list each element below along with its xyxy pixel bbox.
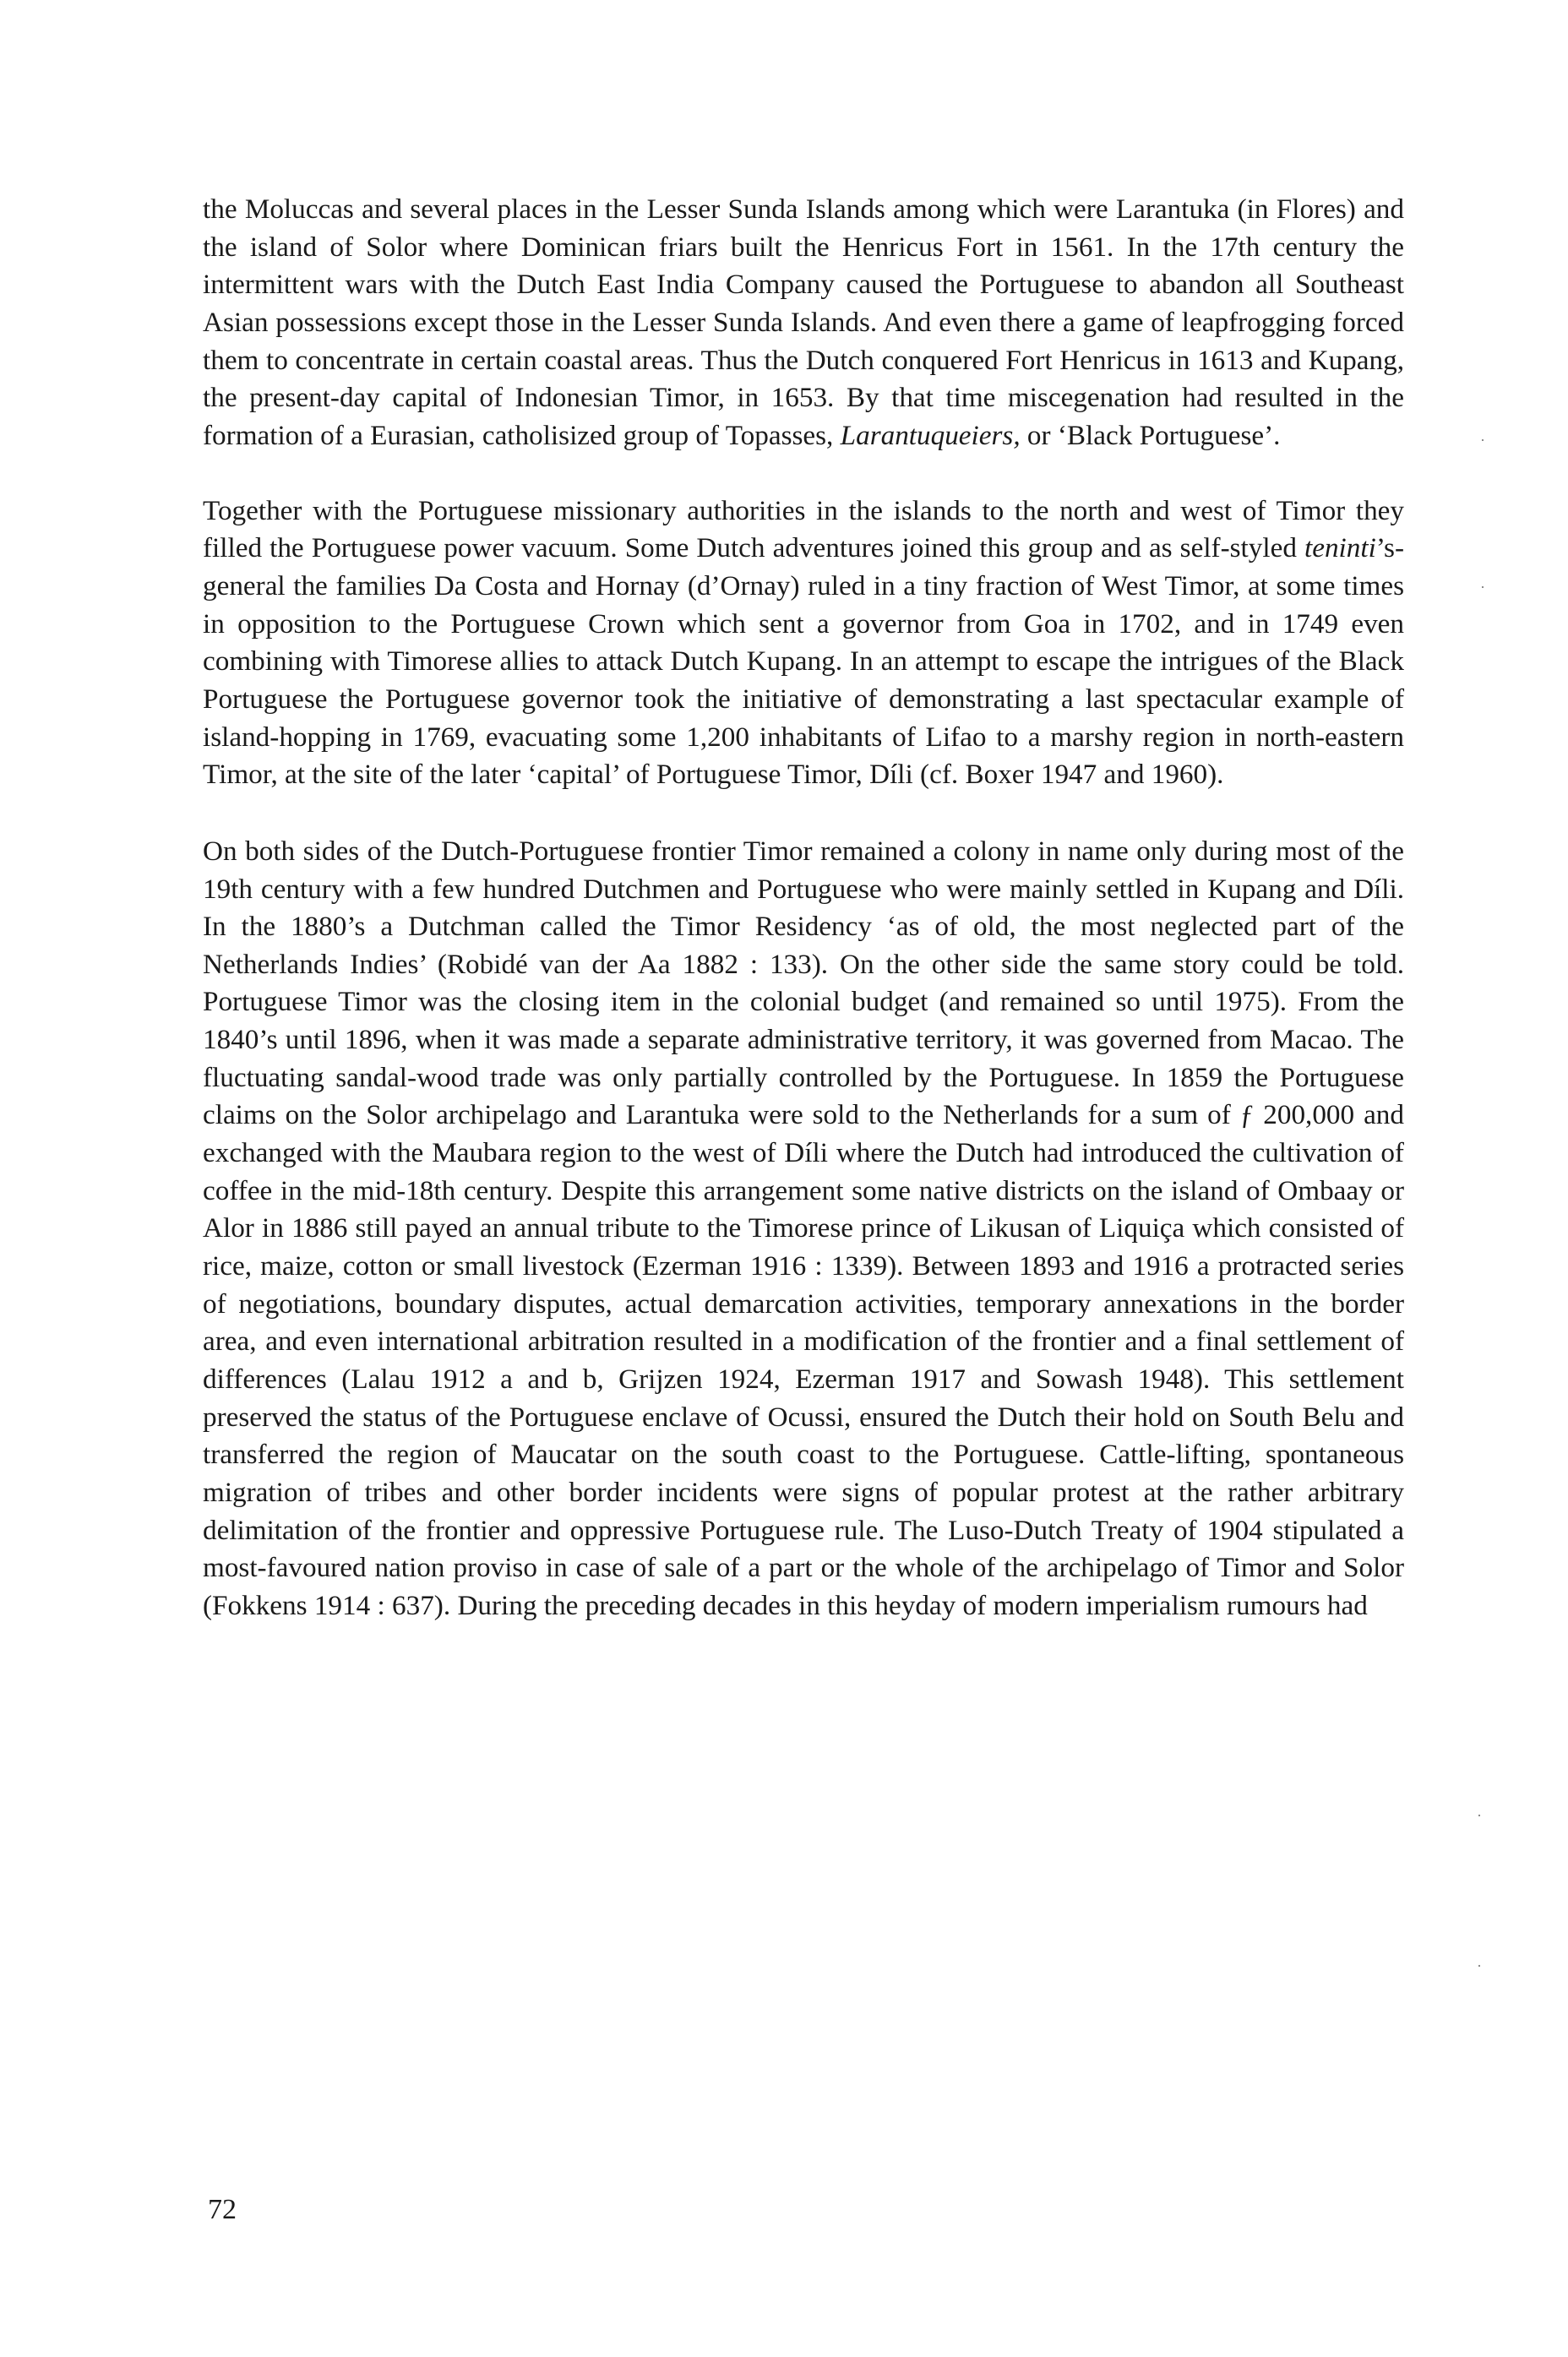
paragraph-3: [203, 833, 1404, 1625]
margin-speck: ·: [1480, 579, 1485, 596]
italic-text: teninti: [1304, 532, 1376, 564]
paragraph-text: ’s-general the families Da Costa and Hornay (d’Ornay) ruled in a tiny fraction of West Timor, at some times in opposition to the Portuguese Crown which sent a governor from Goa in 1702, and in 1749 even combining with Timorese allies to attack Dutch Kupang. In an attempt to escape the intrigues of the Black Portuguese the Portuguese governor took the initiative of demonstrating a last spectacular example of island-hopping in 1769, evacuating some 1,200 inhabitants of Lifao to a marshy region in north-eastern Timor, at the site of the later ‘capital’ of Portuguese Timor, Díli (cf. Boxer 1947 and 1960).: [203, 532, 1404, 791]
paragraph-2: [203, 493, 1404, 794]
italic-text: Larantuqueiers,: [840, 419, 1021, 451]
margin-speck: ·: [1477, 1957, 1482, 1974]
paragraph-text: or ‘Black Portuguese’.: [1020, 419, 1281, 451]
paragraph-text: Together with the Portuguese missionary authorities in the islands to the north and west of Timor they filled the Portuguese power vacuum. Some Dutch adventures joined this group and as self-styled: [203, 494, 1404, 564]
margin-speck: ·: [1480, 432, 1485, 449]
paragraph-text: the Moluccas and several places in the Lesser Sunda Islands among which were Larantuka (in Flores) and the island of Solor where Dominican friars built the Henricus Fort in 1561. In the 17th century the intermittent wars with the Dutch East India Company caused the Portuguese to abandon all Southeast Asian possessions except those in the Lesser Sunda Islands. And even there a game of leapfrogging forced them to concentrate in certain coastal areas. Thus the Dutch conquered Fort Henricus in 1613 and Kupang, the present-day capital of Indonesian Timor, in 1653. By that time miscegenation had resulted in the formation of a Eurasian, catholisized group of Topasses,: [203, 193, 1404, 451]
margin-speck: ·: [1477, 1807, 1482, 1824]
page-body: [203, 191, 1404, 1625]
page-number: 72: [208, 2194, 237, 2225]
paragraph-1: [203, 191, 1404, 455]
paragraph-text: On both sides of the Dutch-Portuguese frontier Timor remained a colony in name only during most of the 19th century with a few hundred Dutchmen and Portuguese who were mainly settled in Kupang and Díli. In the 1880’s a Dutchman called the Timor Residency ‘as of old, the most neglected part of the Netherlands Indies’ (Robidé van der Aa 1882 : 133). On the other side the same story could be told. Portuguese Timor was the closing item in the colonial budget (and remained so until 1975). From the 1840’s until 1896, when it was made a separate administrative territory, it was governed from Macao. The fluctuating sandal-wood trade was only partially controlled by the Portuguese. In 1859 the Portuguese claims on the Solor archipelago and Larantuka were sold to the Netherlands for a sum of ƒ 200,000 and exchanged with the Maubara region to the west of Díli where the Dutch had introduced the cultivation of coffee in the mid-18th century. Despite this arrangement some native districts on the island of Ombaay or Alor in 1886 still payed an annual tribute to the Timorese prince of Likusan of Liquiça which consisted of rice, maize, cotton or small livestock (Ezerman 1916 : 1339). Between 1893 and 1916 a protracted series of negotiations, boundary disputes, actual demarcation activities, temporary annexations in the border area, and even international arbitration resulted in a modification of the frontier and a final settlement of differences (Lalau 1912 a and b, Grijzen 1924, Ezerman 1917 and Sowash 1948). This settlement preserved the status of the Portuguese enclave of Ocussi, ensured the Dutch their hold on South Belu and transferred the region of Maucatar on the south coast to the Portuguese. Cattle-lifting, spontaneous migration of tribes and other border incidents were signs of popular protest at the rather arbitrary delimitation of the frontier and oppressive Portuguese rule. The Luso-Dutch Treaty of 1904 stipulated a most-favoured nation proviso in case of sale of a part or the whole of the archipelago of Timor and Solor (Fokkens 1914 : 637). During the preceding decades in this heyday of modern imperialism rumours had: [203, 835, 1404, 1621]
